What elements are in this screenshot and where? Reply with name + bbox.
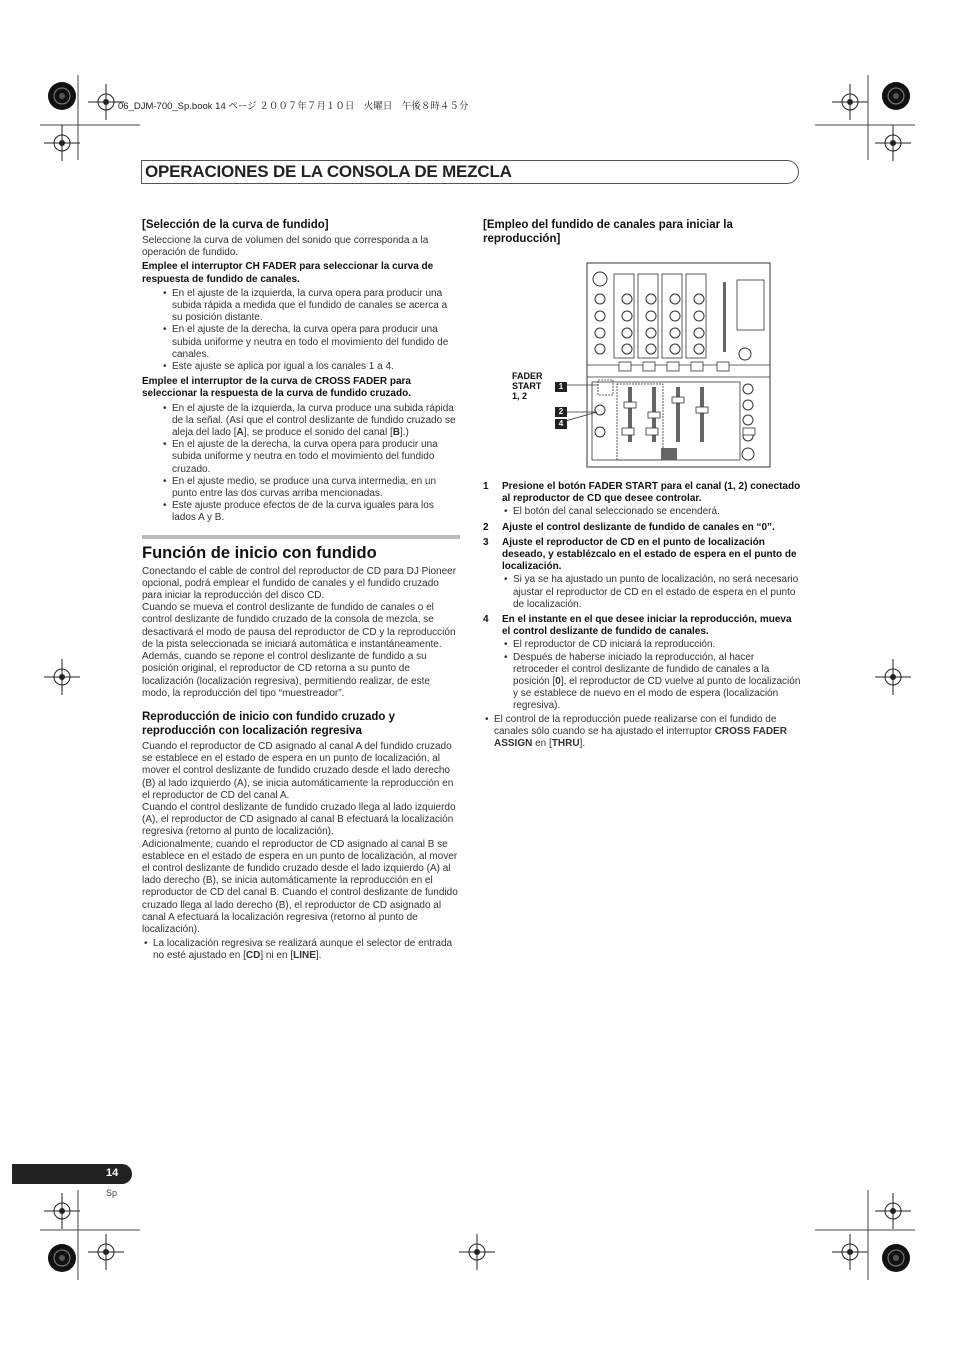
- cross-fader-instruction: Emplee el interruptor de la curva de CROSS FADER para seleccionar la respuesta de la curva de fundido cruzado.: [142, 376, 411, 400]
- funcion-heading-wrap: [142, 535, 460, 563]
- callout-2: 2: [555, 407, 567, 417]
- sub-paragraph: Cuando el control deslizante de fundido cruzado llega al lado izquierdo (A), el reproductor de CD asignado al canal B efectuará la localización regresiva (retorno al punto de localización).: [142, 801, 456, 838]
- fader-start-label: FADER START 1, 2: [512, 371, 543, 401]
- page-number: 14: [106, 1167, 119, 1179]
- list-item: • En el ajuste de la izquierda, la curva produce una subida rápida de la señal. (Así que el control deslizante de fundido cruzado se aleja del lado [A], se produce el sonido del canal [B].): [172, 403, 460, 440]
- step-sub-list: [502, 639, 801, 712]
- empleo-heading: [Empleo del fundido de canales para iniciar la reproducción]: [483, 219, 733, 245]
- right-heading-block: [483, 218, 801, 249]
- list-item: • El control de la reproducción puede realizarse con el fundido de canales sólo cuando se ha ajustado el interruptor CROSS FADER ASSIGN en [THRU].: [494, 714, 801, 751]
- last-bullet: [142, 938, 460, 962]
- section-title: OPERACIONES DE LA CONSOLA DE MEZCLA: [145, 162, 512, 181]
- right-steps: [483, 481, 801, 753]
- step-sub-list: [502, 574, 801, 611]
- callout-4: 4: [555, 419, 567, 429]
- list-item: • En el ajuste de la izquierda, la curva opera para producir una subida rápida a medida que el fundido de canales se acerca a su posición distante.: [172, 288, 460, 325]
- list-item: • El botón del canal seleccionado se encenderá.: [513, 506, 801, 518]
- list-item: • El reproductor de CD iniciará la reproducción.: [513, 639, 801, 651]
- file-info: 06_DJM-700_Sp.book 14 ページ ２００７年７月１０日 火曜日 午後８時４５分: [118, 101, 469, 112]
- sub-heading: Reproducción de inicio con fundido cruzado y reproducción con localización regresiva: [142, 710, 396, 737]
- sub-paragraph: Adicionalmente, cuando el reproductor de CD asignado al canal B se establece en el estado de espera en un punto de localización, al mover el control deslizante de fundido cruzado desde el lado izquierdo (A) al lado derecho (B), se inicia automáticamente la reproducción en el reproductor de CD del canal B. Cuando el control deslizante de fundido cruzado llega al lado derecho (B), el reproductor de CD asignado al canal A efectuará la localización regresiva (retorno al punto de localización).: [142, 838, 458, 935]
- list-item: • Si ya se ha ajustado un punto de localización, no será necesario ajustar el reproductor de CD en el estado de espera en el punto de localización.: [513, 574, 801, 611]
- step-2: 2 Ajuste el control deslizante de fundido de canales en “0”.: [483, 521, 775, 533]
- list-item: • En el ajuste de la derecha, la curva opera para producir una subida uniforme y neutra en todo el movimiento del fundido cruzado.: [172, 439, 460, 476]
- funcion-paragraph: Cuando se mueva el control deslizante de fundido de canales o el control deslizante de fundido cruzado de la consola de mezcla, se desactivará el modo de pausa del reproductor de CD y la reproducción de la pista seleccionada se iniciará automática e instantáneamente. Además, cuando se repone el control deslizante de fundido a su posición original, el reproductor de CD retorna a su punto de localización (localización regresiva), permitiendo realizar, de este modo, la reproducción del tipo “muestreador”.: [142, 602, 456, 699]
- left-column: [142, 218, 460, 966]
- step-sub-list: [502, 506, 801, 518]
- list-item: • Este ajuste se aplica por igual a los canales 1 a 4.: [172, 361, 460, 373]
- list-item: • La localización regresiva se realizará aunque el selector de entrada no esté ajustado en [CD] ni en [LINE].: [153, 938, 460, 962]
- list-item: • En el ajuste de la derecha, la curva opera para producir una subida uniforme y neutra en todo el movimiento del fundido de canales.: [172, 324, 460, 361]
- note-list: [483, 714, 801, 751]
- ch-fader-bullets: [142, 288, 460, 373]
- steps-list: [483, 481, 801, 713]
- language-code: Sp: [106, 1188, 118, 1198]
- curva-heading: [Selección de la curva de fundido]: [142, 219, 329, 231]
- list-item: • Este ajuste produce efectos de de la curva iguales para los lados A y B.: [172, 500, 460, 524]
- funcion-paragraph: Conectando el cable de control del reproductor de CD para DJ Pioneer opcional, podrá emplear el fundido de canales y el fundido cruzado para iniciar la reproducción del disco CD.: [142, 565, 457, 602]
- ch-fader-instruction: Emplee el interruptor CH FADER para seleccionar la curva de respuesta de fundido de canales.: [142, 261, 434, 285]
- list-item: • En el ajuste medio, se produce una curva intermedia, en un punto entre las dos curvas arriba mencionadas.: [172, 476, 460, 500]
- step-4: 4 En el instante en el que desee iniciar la reproducción, mueva el control deslizante de fundido de canales. • El reproductor de CD iniciará la reproducción. • Después de haberse iniciado la reproducción, al hacer retroceder el control deslizante de fundido de canales a la posición [0], el reproductor de CD vuelve al punto de localización y se establece de nuevo en el modo de espera (localización regresiva).: [483, 614, 801, 713]
- sub-paragraph: Cuando el reproductor de CD asignado al canal A del fundido cruzado se establece en el estado de espera en un punto de localización, al mover el control deslizante de fundido cruzado desde el lado derecho (B) al lado izquierdo (A), se inicia automáticamente la reproducción en el reproductor de CD del canal A.: [142, 740, 454, 801]
- cross-fader-bullets: [142, 403, 460, 525]
- step-1: 1 Presione el botón FADER START para el canal (1, 2) conectado al reproductor de CD que desee controlar. • El botón del canal seleccionado se encenderá.: [483, 481, 801, 519]
- funcion-heading: Función de inicio con fundido: [142, 543, 377, 562]
- list-item: • Después de haberse iniciado la reproducción, al hacer retroceder el control deslizante de fundido de canales a la posición [0], el reproductor de CD vuelve al punto de localización y se establece de nuevo en el modo de espera (localización regresiva).: [513, 652, 801, 713]
- section-title-bar: [141, 160, 799, 184]
- step-3: 3 Ajuste el reproductor de CD en el punto de localización deseado, y establézcalo en el estado de espera en el punto de localización. • Si ya se ha ajustado un punto de localización, no será necesario ajustar el reproductor de CD en el estado de espera en el punto de localización.: [483, 537, 801, 611]
- mixer-diagram: [567, 262, 772, 468]
- curva-intro: Seleccione la curva de volumen del sonido que corresponda a la operación de fundido.: [142, 235, 429, 259]
- callout-1: 1: [555, 382, 567, 392]
